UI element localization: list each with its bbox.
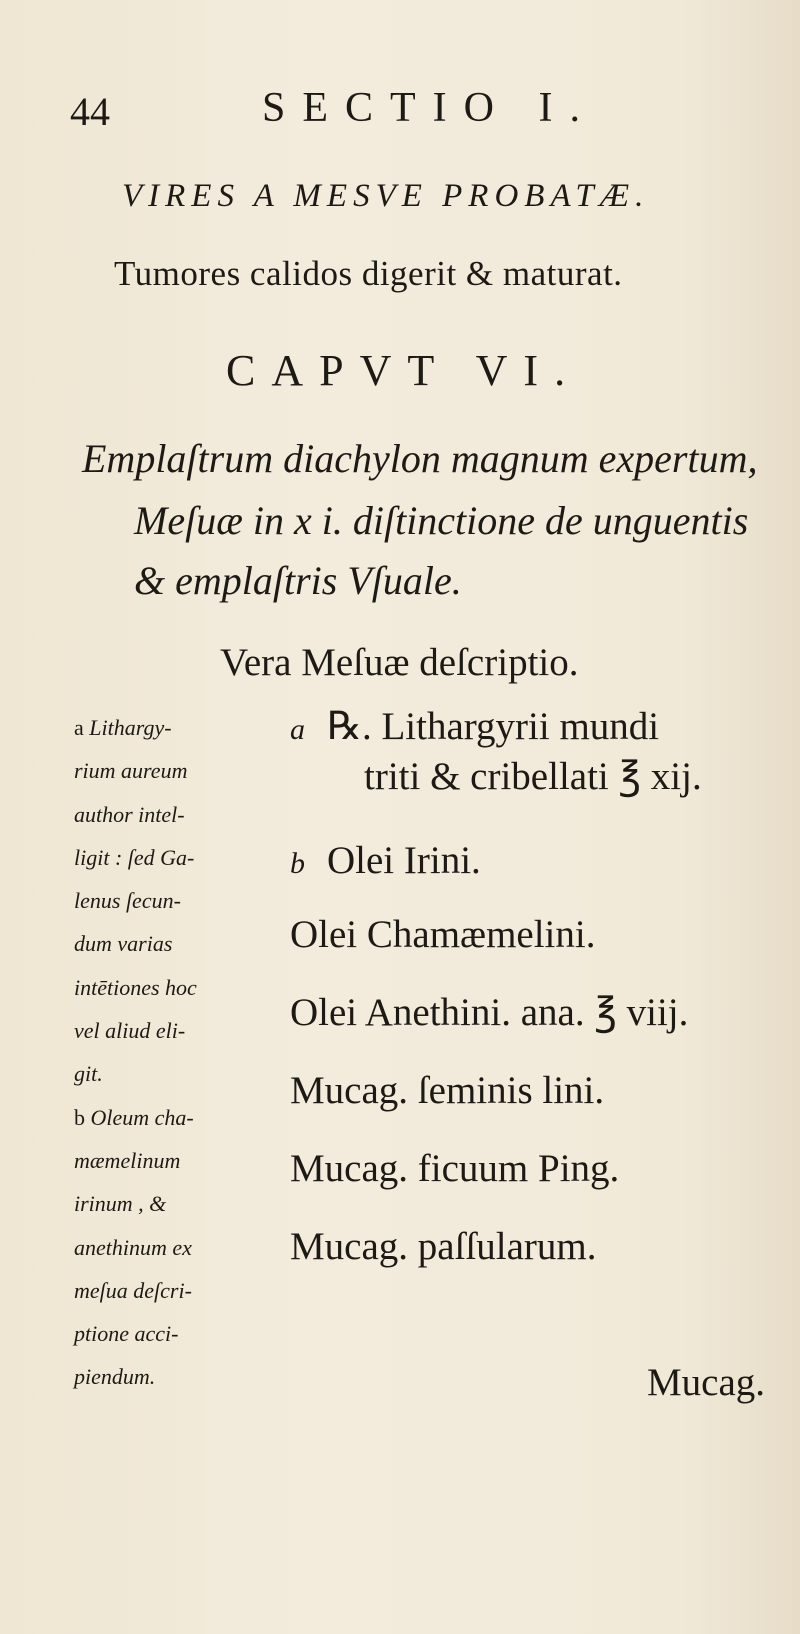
recipe-text: ℞. Lithargyrii mundi <box>327 705 660 748</box>
margin-note-line: anethinum ex <box>74 1234 192 1260</box>
recipe-line: Mucag. ſeminis lini. <box>290 1069 605 1112</box>
margin-note-line: irinum , & <box>74 1191 167 1217</box>
margin-note-line: intētiones hoc <box>74 974 197 1000</box>
margin-notes <box>74 706 274 1399</box>
margin-note-line: vel aliud eli- <box>74 1018 186 1044</box>
margin-note-line: rium aureum <box>74 758 188 784</box>
recipe-line-a <box>290 704 659 749</box>
margin-note-line: meſua deſcri- <box>74 1277 192 1303</box>
recipe-line: Olei Anethini. ana. ℥ viij. <box>290 991 689 1034</box>
page-number: 44 <box>70 89 110 134</box>
margin-note-line: author intel- <box>74 801 185 827</box>
margin-note-line: a Lithargy- <box>74 715 172 740</box>
catchword: Mucag. <box>647 1361 766 1404</box>
margin-note-line: git. <box>74 1061 103 1087</box>
chapter-title-line: Meſuæ in x i. diſtinctione de unguentis <box>134 498 749 543</box>
chapter-heading: CAPVT VI. <box>226 346 582 395</box>
section-subtitle: VIRES A MESVE PROBATÆ. <box>122 178 650 214</box>
margin-note-line: piendum. <box>74 1364 156 1390</box>
chapter-title-line: Emplaſtrum diachylon magnum expertum, <box>82 436 758 481</box>
margin-note-line: lenus ſecun- <box>74 888 181 914</box>
margin-note-line: ligit : ſed Ga- <box>74 844 195 870</box>
margin-note-line: dum varias <box>74 931 173 957</box>
chapter-title-line: & emplaſtris Vſuale. <box>134 558 462 603</box>
recipe-line-b <box>290 838 481 883</box>
running-head: SECTIO I. <box>262 85 597 131</box>
recipe-line: Olei Chamæmelini. <box>290 913 596 956</box>
recipe-line: Mucag. paſſularum. <box>290 1225 597 1268</box>
intro-line: Tumores calidos digerit & maturat. <box>114 254 623 293</box>
note-marker-b: b <box>290 847 305 880</box>
margin-note-line: ptione acci- <box>74 1321 179 1347</box>
note-marker-a: a <box>290 713 305 746</box>
margin-note-line: b Oleum cha- <box>74 1104 194 1130</box>
margin-note-line: mæmelinum <box>74 1147 181 1173</box>
description-heading: Vera Meſuæ deſcriptio. <box>220 641 579 684</box>
recipe-line-a-cont: triti & cribellati ℥ xij. <box>364 755 702 798</box>
recipe-line: Mucag. ficuum Ping. <box>290 1147 620 1190</box>
recipe-text: Olei Irini. <box>327 839 481 882</box>
